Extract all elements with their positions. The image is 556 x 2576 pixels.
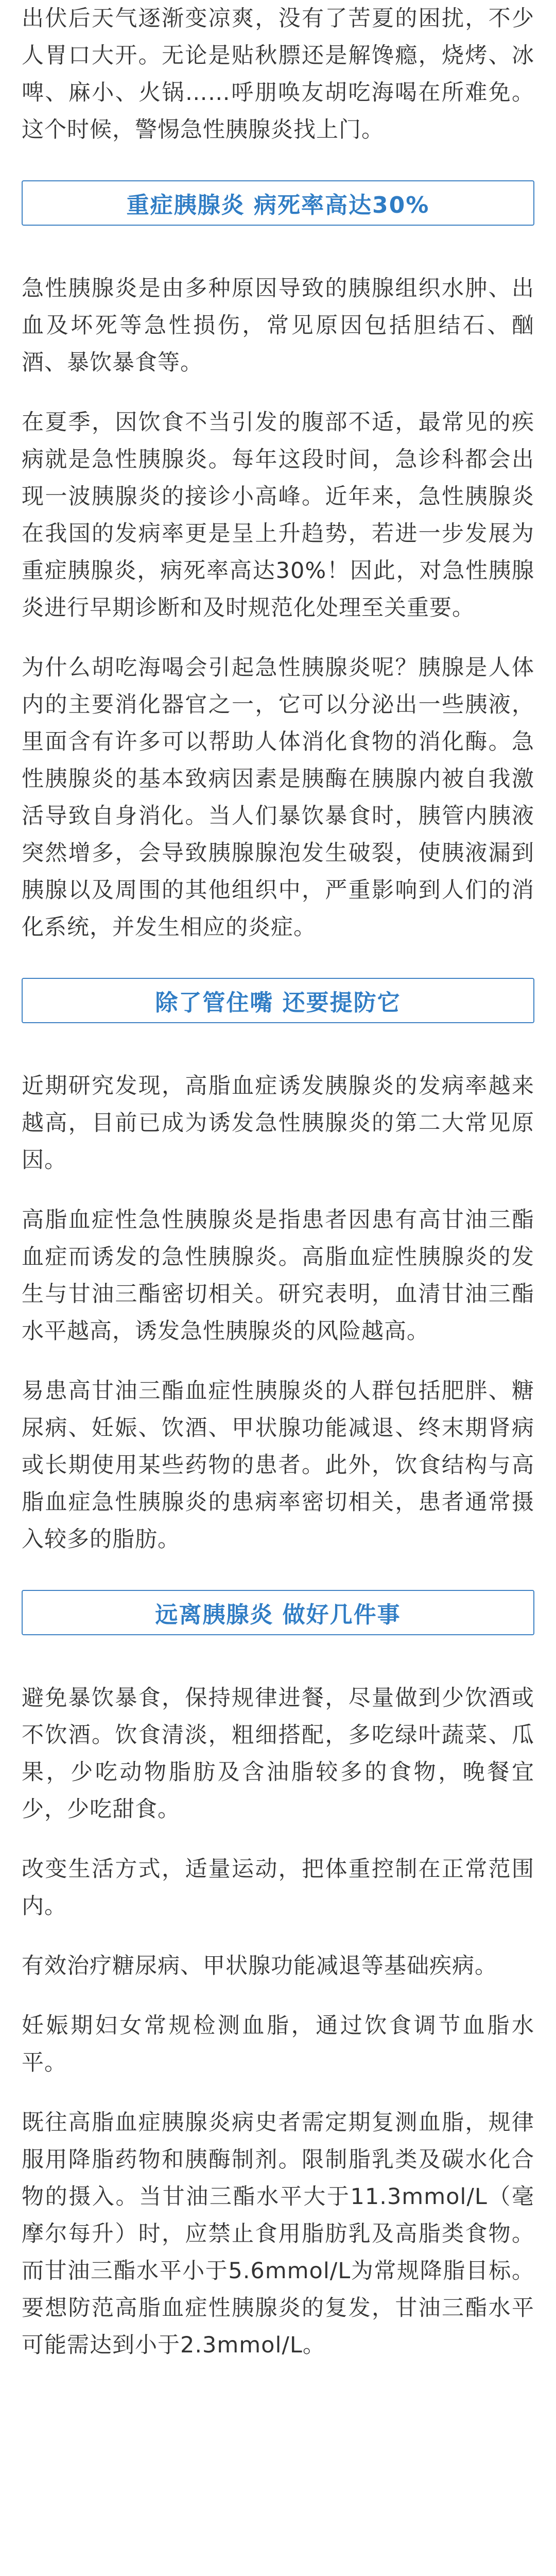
article-paragraph: 为什么胡吃海喝会引起急性胰腺炎呢？胰腺是人体内的主要消化器官之一，它可以分泌出一些胰液，里面含有许多可以帮助人体消化食物的消化酶。急性胰腺炎的基本致病因素是胰酶在胰腺内被自我激活导致自身消化。当人们暴饮暴食时，胰管内胰液突然增多，会导致胰腺腺泡发生破裂，使胰液漏到胰腺以及周围的其他组织中，严重影响到人们的消化系统，并发生相应的炎症。	[22, 655, 534, 940]
article-paragraph: 急性胰腺炎是由多种原因导致的胰腺组织水肿、出血及坏死等急性损伤，常见原因包括胆结石、酗酒、暴饮暴食等。	[22, 276, 534, 376]
article-paragraph: 近期研究发现，高脂血症诱发胰腺炎的发病率越来越高，目前已成为诱发急性胰腺炎的第二大常见原因。	[22, 1073, 534, 1173]
article-paragraph: 有效治疗糖尿病、甲状腺功能减退等基础疾病。	[22, 1953, 497, 1979]
section-heading-prevention: 远离胰腺炎 做好几件事	[22, 1590, 534, 1635]
article-paragraph: 避免暴饮暴食，保持规律进餐，尽量做到少饮酒或不饮酒。饮食清淡，粗细搭配，多吃绿叶蔬菜、瓜果，少吃动物脂肪及含油脂较多的食物，晚餐宜少，少吃甜食。	[22, 1685, 534, 1822]
section-heading-severe-pancreatitis: 重症胰腺炎 病死率高达30%	[22, 180, 534, 226]
article-paragraph: 易患高甘油三酯血症性胰腺炎的人群包括肥胖、糖尿病、妊娠、饮酒、甲状腺功能减退、终末期肾病或长期使用某些药物的患者。此外，饮食结构与高脂血症急性胰腺炎的患病率密切相关，患者通常摄入较多的脂肪。	[22, 1378, 534, 1552]
article-paragraph: 妊娠期妇女常规检测血脂，通过饮食调节血脂水平。	[22, 2013, 534, 2076]
article-paragraph: 高脂血症性急性胰腺炎是指患者因患有高甘油三酯血症而诱发的急性胰腺炎。高脂血症性胰腺炎的发生与甘油三酯密切相关。研究表明，血清甘油三酯水平越高，诱发急性胰腺炎的风险越高。	[22, 1207, 534, 1344]
article-paragraph: 既往高脂血症胰腺炎病史者需定期复测血脂，规律服用降脂药物和胰酶制剂。限制脂乳类及碳水化合物的摄入。当甘油三酯水平大于11.3mmol/L（毫摩尔每升）时，应禁止食用脂肪乳及高脂类食物。而甘油三酯水平小于5.6mmol/L为常规降脂目标。要想防范高脂血症性胰腺炎的复发，甘油三酯水平可能需达到小于2.3mmol/L。	[22, 2110, 534, 2358]
intro-paragraph: 出伏后天气逐渐变凉爽，没有了苦夏的困扰，不少人胃口大开。无论是贴秋膘还是解馋瘾，烧烤、冰啤、麻小、火锅……呼朋唤友胡吃海喝在所难免。这个时候，警惕急性胰腺炎找上门。	[22, 6, 534, 143]
article-paragraph: 在夏季，因饮食不当引发的腹部不适，最常见的疾病就是急性胰腺炎。每年这段时间，急诊科都会出现一波胰腺炎的接诊小高峰。近年来，急性胰腺炎在我国的发病率更是呈上升趋势，若进一步发展为重症胰腺炎，病死率高达30%！因此，对急性胰腺炎进行早期诊断和及时规范化处理至关重要。	[22, 410, 534, 621]
article-paragraph: 改变生活方式，适量运动，把体重控制在正常范围内。	[22, 1856, 534, 1919]
section-heading-watch-out: 除了管住嘴 还要提防它	[22, 978, 534, 1023]
